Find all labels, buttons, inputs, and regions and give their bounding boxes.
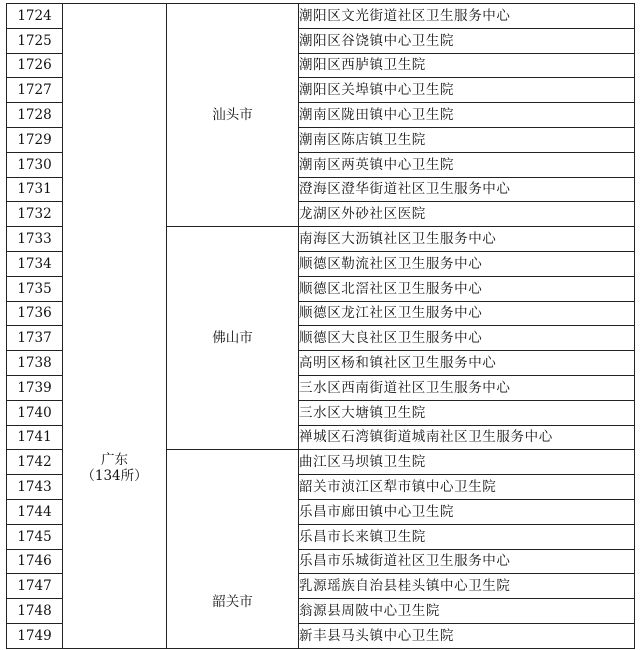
row-number: 1747 (7, 574, 63, 599)
row-number: 1741 (7, 425, 63, 450)
row-number: 1730 (7, 152, 63, 177)
institution-name: 禅城区石湾镇街道城南社区卫生服务中心 (299, 425, 635, 450)
institution-name: 潮阳区谷饶镇中心卫生院 (299, 28, 635, 53)
row-number: 1736 (7, 301, 63, 326)
institution-name: 乐昌市长来镇卫生院 (299, 524, 635, 549)
city-cell: 汕头市 (167, 4, 299, 227)
institution-name: 顺德区勒流社区卫生服务中心 (299, 251, 635, 276)
row-number: 1728 (7, 103, 63, 128)
institution-name: 潮阳区关埠镇中心卫生院 (299, 78, 635, 103)
row-number: 1740 (7, 400, 63, 425)
institution-name: 潮阳区文光街道社区卫生服务中心 (299, 4, 635, 29)
institution-name: 潮南区两英镇中心卫生院 (299, 152, 635, 177)
institution-name: 顺德区北滘社区卫生服务中心 (299, 276, 635, 301)
institution-name: 曲江区马坝镇卫生院 (299, 450, 635, 475)
province-count: （134所） (81, 468, 148, 485)
row-number: 1739 (7, 375, 63, 400)
row-number: 1733 (7, 227, 63, 252)
city-cell: 佛山市 (167, 227, 299, 450)
row-number: 1738 (7, 351, 63, 376)
row-number: 1749 (7, 623, 63, 648)
institution-name: 潮南区陈店镇卫生院 (299, 127, 635, 152)
institution-name: 乐昌市乐城街道社区卫生服务中心 (299, 549, 635, 574)
table-body (7, 4, 635, 649)
table-row (7, 4, 635, 29)
institution-name: 翁源县周陂中心卫生院 (299, 599, 635, 624)
institution-name: 高明区杨和镇社区卫生服务中心 (299, 351, 635, 376)
row-number: 1725 (7, 28, 63, 53)
row-number: 1745 (7, 524, 63, 549)
row-number: 1742 (7, 450, 63, 475)
institution-name: 顺德区龙江社区卫生服务中心 (299, 301, 635, 326)
row-number: 1737 (7, 326, 63, 351)
row-number: 1727 (7, 78, 63, 103)
institution-name: 澄海区澄华街道社区卫生服务中心 (299, 177, 635, 202)
row-number: 1731 (7, 177, 63, 202)
institution-name: 新丰县马头镇中心卫生院 (299, 623, 635, 648)
row-number: 1746 (7, 549, 63, 574)
institution-name: 潮阳区西胪镇卫生院 (299, 53, 635, 78)
institution-name: 韶关市浈江区犁市镇中心卫生院 (299, 475, 635, 500)
row-number: 1732 (7, 202, 63, 227)
institution-name: 南海区大沥镇社区卫生服务中心 (299, 227, 635, 252)
row-number: 1735 (7, 276, 63, 301)
row-number: 1743 (7, 475, 63, 500)
row-number: 1734 (7, 251, 63, 276)
city-cell: 韶关市 (167, 450, 299, 648)
row-number: 1729 (7, 127, 63, 152)
institution-name: 龙湖区外砂社区医院 (299, 202, 635, 227)
row-number: 1726 (7, 53, 63, 78)
institution-name: 乳源瑶族自治县桂头镇中心卫生院 (299, 574, 635, 599)
institution-name: 三水区大塘镇卫生院 (299, 400, 635, 425)
row-number: 1724 (7, 4, 63, 29)
institution-name: 乐昌市廊田镇中心卫生院 (299, 499, 635, 524)
institution-name: 三水区西南街道社区卫生服务中心 (299, 375, 635, 400)
row-number: 1744 (7, 499, 63, 524)
province-cell (63, 4, 167, 649)
province-name: 广东 (101, 452, 128, 469)
hospital-table (6, 3, 635, 649)
institution-name: 潮南区陇田镇中心卫生院 (299, 103, 635, 128)
row-number: 1748 (7, 599, 63, 624)
institution-name: 顺德区大良社区卫生服务中心 (299, 326, 635, 351)
